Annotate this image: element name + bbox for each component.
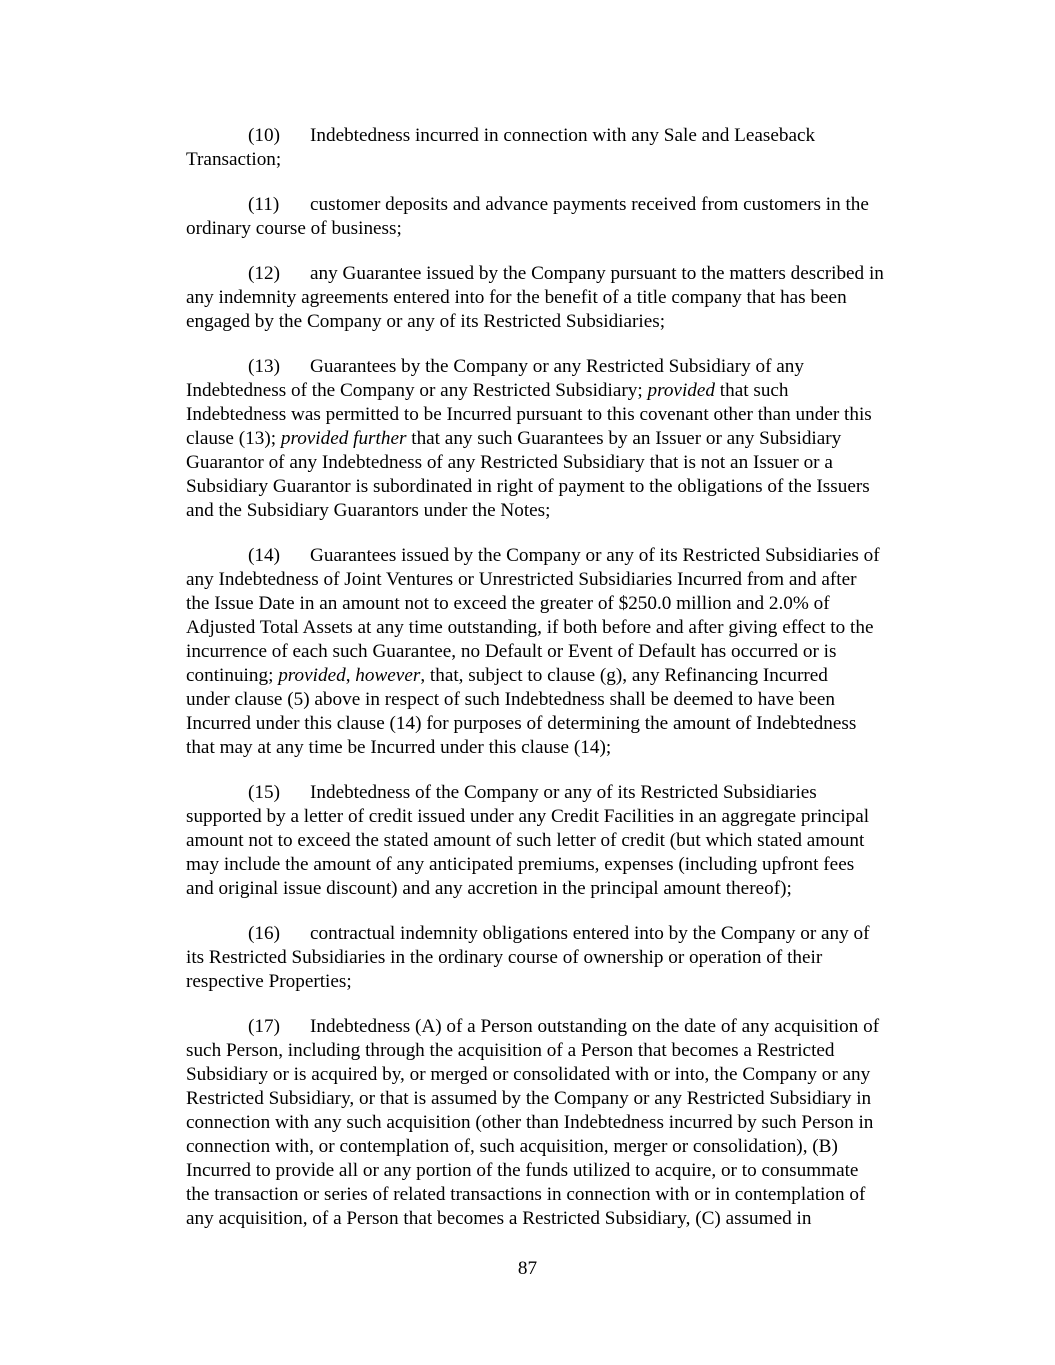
clause-line — [186, 640, 946, 664]
clause-text: Subsidiary Guarantor is subordinated in right of payment to the obligations of the Issuers — [186, 476, 870, 497]
clause-line — [186, 451, 946, 475]
clause-number: (12) — [248, 263, 280, 284]
clause-line — [186, 379, 946, 403]
page-number: 87 — [517, 1258, 538, 1279]
clause-line — [186, 1135, 946, 1159]
clause-number: (15) — [248, 782, 280, 803]
clause-text: , that, subject to clause (g), any Refinancing Incurred — [420, 665, 828, 686]
clause-number: (10) — [248, 125, 280, 146]
clause-text: , — [345, 665, 351, 686]
clause-line — [186, 1159, 946, 1183]
clause-line — [186, 124, 946, 148]
clause-text: connection with any such acquisition (other than Indebtedness incurred by such Person in — [186, 1112, 874, 1133]
clause-line — [186, 544, 946, 568]
clause-line — [186, 217, 946, 241]
clause-text: Adjusted Total Assets at any time outstanding, if both before and after giving effect to the — [186, 617, 874, 638]
clause-text: and original issue discount) and any accretion in the principal amount thereof); — [186, 878, 792, 899]
clause-line — [186, 970, 946, 994]
clause-line — [186, 310, 946, 334]
clause-line — [186, 148, 946, 172]
clause-14 — [186, 544, 946, 760]
clause-text: Indebtedness of the Company or any Restricted Subsidiary; — [186, 380, 643, 401]
clause-line — [186, 688, 946, 712]
clause-10 — [186, 124, 946, 172]
clause-line — [186, 829, 946, 853]
clause-line — [186, 946, 946, 970]
clause-line — [186, 922, 946, 946]
clause-text: continuing; — [186, 665, 274, 686]
document-body — [186, 124, 946, 1252]
clause-line — [186, 262, 946, 286]
clause-text: that may at any time be Incurred under this clause (14); — [186, 737, 612, 758]
clause-text: Guarantees by the Company or any Restricted Subsidiary of any — [310, 356, 804, 377]
clause-line — [186, 427, 946, 451]
clause-number: (11) — [248, 194, 280, 215]
clause-text: ordinary course of business; — [186, 218, 402, 239]
clause-text: amount not to exceed the stated amount of such letter of credit (but which stated amount — [186, 830, 865, 851]
clause-text: and the Subsidiary Guarantors under the Notes; — [186, 500, 551, 521]
clause-text: clause (13); — [186, 428, 277, 449]
clause-line — [186, 781, 946, 805]
italic-term: provided further — [280, 428, 407, 449]
clause-17 — [186, 1015, 946, 1231]
clause-11 — [186, 193, 946, 241]
clause-text: Indebtedness of the Company or any of its Restricted Subsidiaries — [310, 782, 817, 803]
clause-line — [186, 664, 946, 688]
clause-text: the Issue Date in an amount not to exceed the greater of $250.0 million and 2.0% of — [186, 593, 830, 614]
italic-term: provided — [278, 665, 346, 686]
clause-text: supported by a letter of credit issued under any Credit Facilities in an aggregate principal — [186, 806, 870, 827]
clause-text: that such — [719, 380, 789, 401]
clause-text: contractual indemnity obligations entered into by the Company or any of — [310, 923, 870, 944]
italic-term: provided — [647, 380, 715, 401]
clause-line — [186, 475, 946, 499]
clause-line — [186, 712, 946, 736]
clause-text: connection with, or contemplation of, such acquisition, merger or consolidation), (B) — [186, 1136, 838, 1157]
clause-text: Subsidiary or is acquired by, or merged or consolidated with or into, the Company or any — [186, 1064, 871, 1085]
clause-line — [186, 805, 946, 829]
clause-text: that any such Guarantees by an Issuer or any Subsidiary — [411, 428, 842, 449]
clause-15 — [186, 781, 946, 901]
clause-16 — [186, 922, 946, 994]
clause-text: Indebtedness incurred in connection with any Sale and Leaseback — [310, 125, 816, 146]
clause-line — [186, 499, 946, 523]
clause-line — [186, 1063, 946, 1087]
clause-line — [186, 1039, 946, 1063]
clause-line — [186, 616, 946, 640]
clause-text: such Person, including through the acquisition of a Person that becomes a Restricted — [186, 1040, 835, 1061]
clause-text: customer deposits and advance payments received from customers in the — [310, 194, 869, 215]
italic-term: however — [355, 665, 421, 686]
clause-text: under clause (5) above in respect of such Indebtedness shall be deemed to have been — [186, 689, 835, 710]
clause-text: any Indebtedness of Joint Ventures or Unrestricted Subsidiaries Incurred from and after — [186, 569, 857, 590]
clause-text: Guarantor of any Indebtedness of any Restricted Subsidiary that is not an Issuer or a — [186, 452, 833, 473]
clause-line — [186, 568, 946, 592]
clause-line — [186, 1183, 946, 1207]
clause-text: Restricted Subsidiary, or that is assumed by the Company or any Restricted Subsidiary in — [186, 1088, 872, 1109]
clause-number: (13) — [248, 356, 280, 377]
clause-13 — [186, 355, 946, 523]
clause-line — [186, 1207, 946, 1231]
clause-text: Indebtedness was permitted to be Incurred pursuant to this covenant other than under this — [186, 404, 872, 425]
clause-text: any indemnity agreements entered into for the benefit of a title company that has been — [186, 287, 847, 308]
clause-line — [186, 877, 946, 901]
clause-text: engaged by the Company or any of its Restricted Subsidiaries; — [186, 311, 666, 332]
clause-text: Guarantees issued by the Company or any of its Restricted Subsidiaries of — [310, 545, 880, 566]
clause-line — [186, 403, 946, 427]
clause-number: (16) — [248, 923, 280, 944]
clause-text: may include the amount of any anticipated premiums, expenses (including upfront fees — [186, 854, 855, 875]
clause-text: its Restricted Subsidiaries in the ordinary course of ownership or operation of their — [186, 947, 823, 968]
clause-line — [186, 592, 946, 616]
clause-text: incurrence of each such Guarantee, no Default or Event of Default has occurred or is — [186, 641, 837, 662]
clause-line — [186, 193, 946, 217]
clause-line — [186, 1015, 946, 1039]
clause-line — [186, 355, 946, 379]
clause-text: any Guarantee issued by the Company pursuant to the matters described in — [310, 263, 884, 284]
clause-text: Indebtedness (A) of a Person outstanding on the date of any acquisition of — [310, 1016, 880, 1037]
clause-number: (17) — [248, 1016, 280, 1037]
clause-text: Incurred to provide all or any portion of the funds utilized to acquire, or to consummate — [186, 1160, 859, 1181]
clause-number: (14) — [248, 545, 280, 566]
clause-line — [186, 286, 946, 310]
clause-line — [186, 1111, 946, 1135]
clause-text: any acquisition, of a Person that becomes a Restricted Subsidiary, (C) assumed in — [186, 1208, 812, 1229]
clause-12 — [186, 262, 946, 334]
clause-line — [186, 1087, 946, 1111]
clause-text: Incurred under this clause (14) for purposes of determining the amount of Indebtedness — [186, 713, 857, 734]
clause-text: respective Properties; — [186, 971, 352, 992]
clause-text: the transaction or series of related transactions in connection with or in contemplation of — [186, 1184, 866, 1205]
clause-line — [186, 736, 946, 760]
clause-text: Transaction; — [186, 149, 282, 170]
clause-line — [186, 853, 946, 877]
